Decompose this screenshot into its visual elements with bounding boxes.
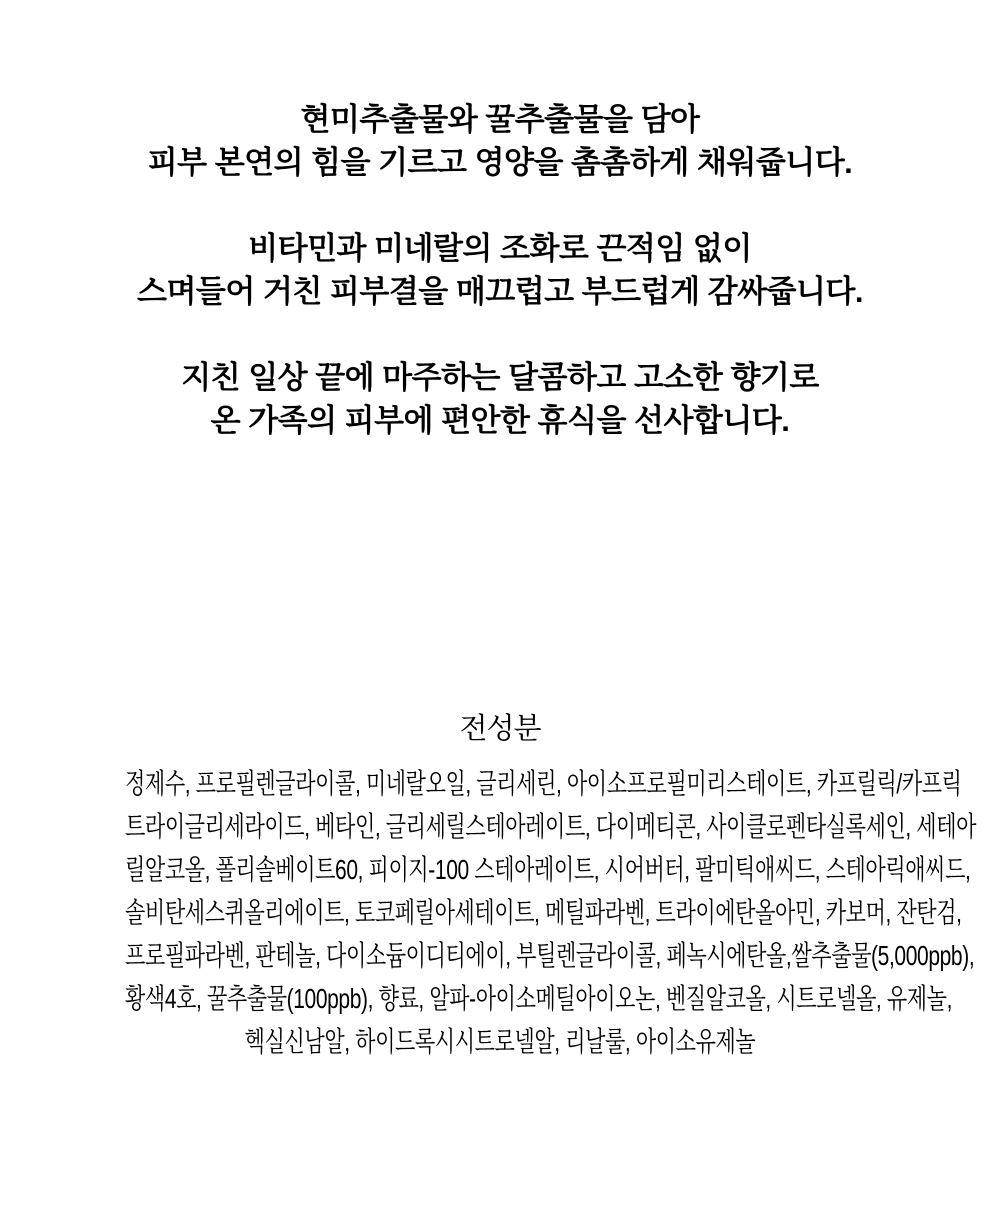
intro-line: 현미추출물와 꿀추출물을 담아 — [300, 102, 700, 137]
marketing-copy — [0, 0, 1000, 442]
ingredients-line: 릴알코올, 폴리솔베이트60, 피이지-100 스테아레이트, 시어버터, 팔미틱애씨드, 스테아릭애씨드, — [125, 854, 971, 885]
ingredients-line: 헥실신남알, 하이드록시시트로넬알, 리날룰, 아이소유제놀 — [244, 1026, 756, 1057]
intro-line: 비타민과 미네랄의 조화로 끈적임 없이 — [248, 231, 752, 266]
ingredients-line: 황색4호, 꿀추출물(100ppb), 향료, 알파-아이소메틸아이오논, 벤질알코올, 시트로넬올, 유제놀, — [125, 983, 953, 1014]
intro-paragraph-3 — [0, 356, 1000, 442]
intro-line: 피부 본연의 힘을 기르고 영양을 촘촘하게 채워줍니다. — [147, 145, 853, 180]
intro-line: 스며들어 거친 피부결을 매끄럽고 부드럽게 감싸줍니다. — [137, 274, 863, 309]
ingredients-line: 트라이글리세라이드, 베타인, 글리세릴스테아레이트, 다이메티콘, 사이클로펜타실록세인, 세테아 — [125, 811, 977, 842]
intro-line: 온 가족의 피부에 편안한 휴식을 선사합니다. — [210, 403, 790, 438]
ingredients-line: 프로필파라벤, 판테놀, 다이소듐이디티에이, 부틸렌글라이콜, 페녹시에탄올,쌀추출물(5,000ppb), — [125, 940, 975, 971]
ingredients-heading: 전성분 — [459, 713, 541, 745]
ingredients-section — [0, 708, 1000, 1063]
ingredients-line: 정제수, 프로필렌글라이콜, 미네랄오일, 글리세린, 아이소프로필미리스테이트, 카프릴릭/카프릭 — [125, 768, 962, 799]
intro-line: 지친 일상 끝에 마주하는 달콤하고 고소한 향기로 — [181, 360, 819, 395]
ingredients-list — [0, 762, 1000, 1063]
intro-paragraph-1 — [0, 98, 1000, 184]
ingredients-line: 솔비탄세스퀴올리에이트, 토코페릴아세테이트, 메틸파라벤, 트라이에탄올아민, 카보머, 잔탄검, — [125, 897, 962, 928]
intro-paragraph-2 — [0, 227, 1000, 313]
